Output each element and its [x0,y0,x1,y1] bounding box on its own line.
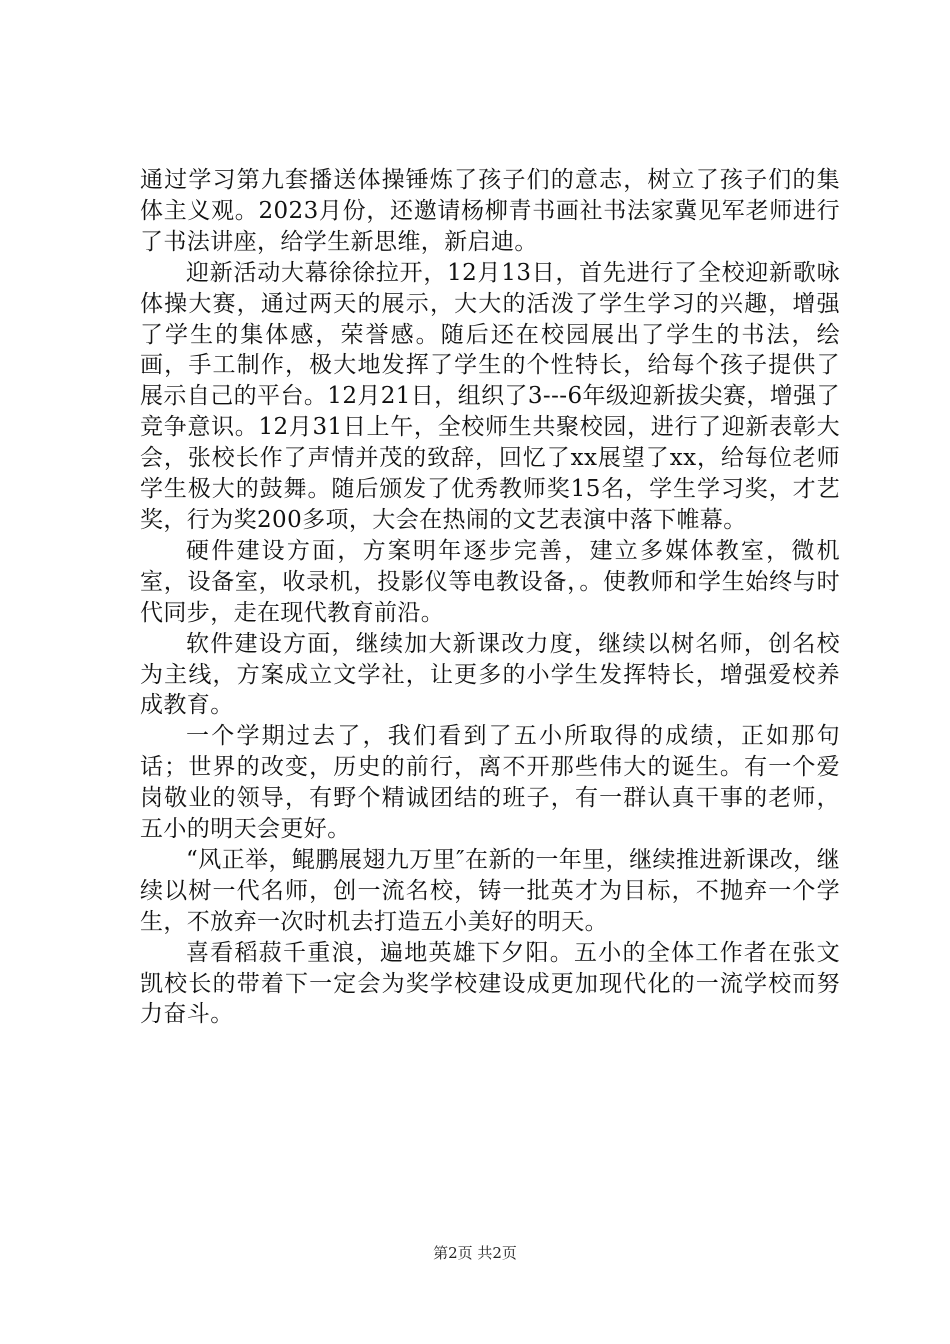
page-number-footer: 第2页 共2页 [433,1244,517,1262]
paragraph-4: 软件建设方面，继续加大新课改力度，继续以树名师，创名校为主线，方案成立文学社，让更多的小学生发挥特长，增强爱校养成教育。 [140,630,840,719]
paragraph-2: 迎新活动大幕徐徐拉开，12月13日，首先进行了全校迎新歌咏体操大赛，通过两天的展示，大大的活泼了学生学习的兴趣，增强了学生的集体感，荣誉感。随后还在校园展出了学生的书法，绘画，手工制作，极大地发挥了学生的个性特长，给每个孩子提供了展示自己的平台。12月21日，组织了3---6年级迎新拔尖赛，增强了竞争意识。12月31日上午，全校师生共聚校园，进行了迎新表彰大会，张校长作了声情并茂的致辞，回忆了xx展望了xx，给每位老师学生极大的鼓舞。随后颁发了优秀教师奖15名，学生学习奖，才艺奖，行为奖200多项，大会在热闹的文艺表演中落下帷幕。 [140,259,840,533]
paragraph-3: 硬件建设方面，方案明年逐步完善，建立多媒体教室，微机室，设备室，收录机，投影仪等电教设备，。使教师和学生始终与时代同步，走在现代教育前沿。 [140,537,840,626]
paragraph-7: 喜看稻菽千重浪，遍地英雄下夕阳。五小的全体工作者在张文凯校长的带着下一定会为奖学校建设成更加现代化的一流学校而努力奋斗。 [140,939,840,1028]
paragraph-5: 一个学期过去了，我们看到了五小所取得的成绩，正如那句话；世界的改变，历史的前行，离不开那些伟大的诞生。有一个爱岗敬业的领导，有野个精诚团结的班子，有一群认真干事的老师，五小的明天会更好。 [140,723,840,843]
paragraph-6: “风正举，鲲鹏展翅九万里″在新的一年里，继续推进新课改，继续以树一代名师，创一流名校，铸一批英才为目标，不抛弃一个学生，不放弃一次时机去打造五小美好的明天。 [140,846,840,935]
paragraph-1: 通过学习第九套播送体操锤炼了孩子们的意志，树立了孩子们的集体主义观。2023月份，还邀请杨柳青书画社书法家冀见军老师进行了书法讲座，给学生新思维，新启迪。 [140,167,840,255]
document-body [140,165,840,1030]
